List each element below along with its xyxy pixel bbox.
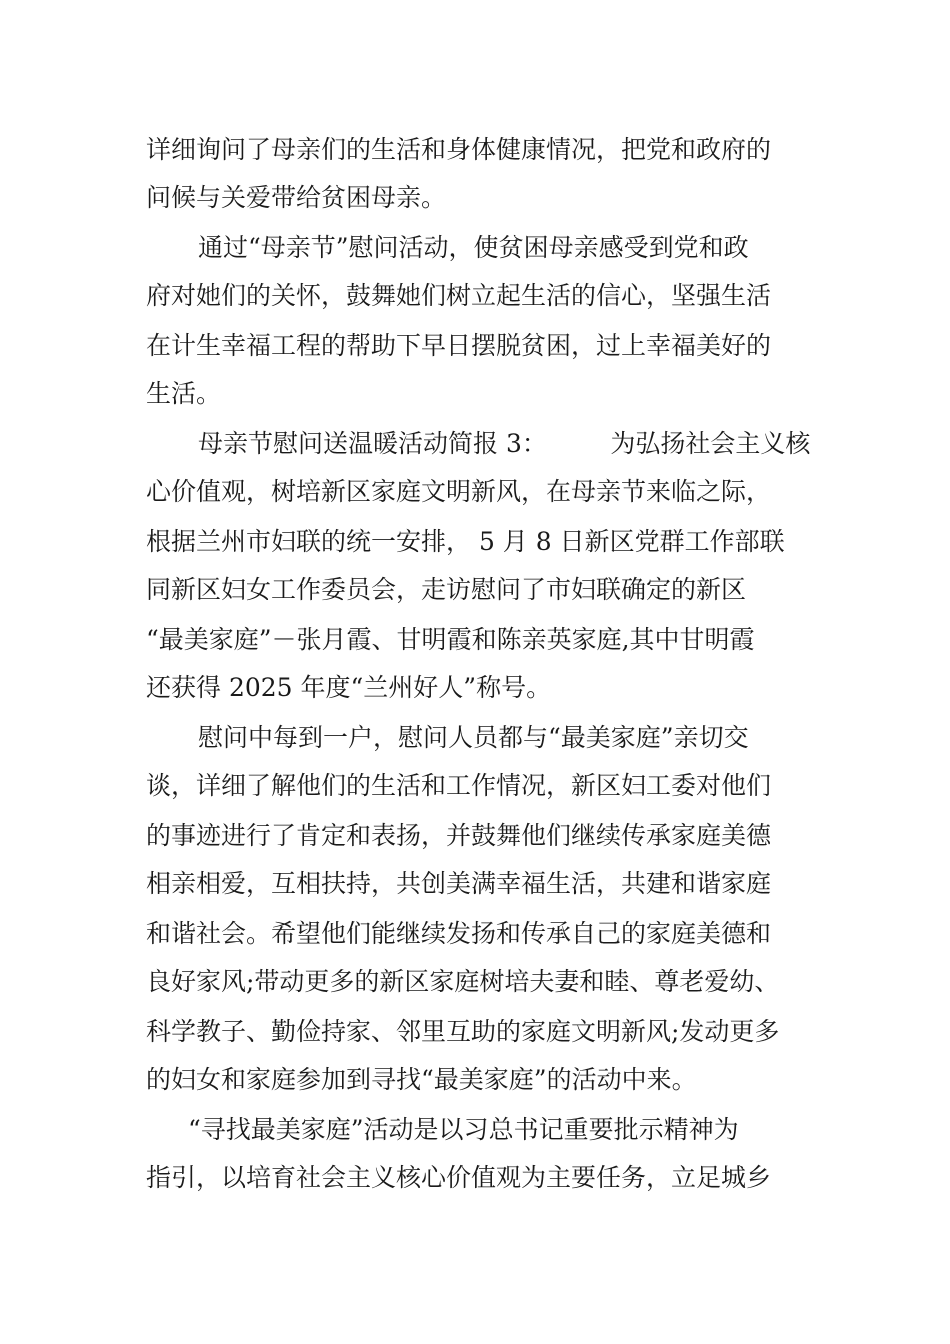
- text-line: 和谐社会。希望他们能继续发扬和传承自己的家庭美德和: [146, 919, 772, 948]
- text-line: 慰问中每到一户，慰问人员都与“最美家庭”亲切交: [198, 723, 749, 752]
- text-line: 同新区妇女工作委员会，走访慰问了市妇联确定的新区: [146, 575, 747, 604]
- text-line: 详细询问了母亲们的生活和身体健康情况，把党和政府的: [146, 135, 772, 164]
- text-line: “最美家庭”－张月霞、甘明霞和陈亲英家庭,其中甘明霞: [146, 625, 755, 654]
- text-line: 的妇女和家庭参加到寻找“最美家庭”的活动中来。: [146, 1065, 697, 1094]
- text-line: 相亲相爱，互相扶持，共创美满幸福生活，共建和谐家庭: [146, 869, 772, 898]
- text-line: 府对她们的关怀，鼓舞她们树立起生活的信心，坚强生活: [146, 281, 772, 310]
- text-line: 在计生幸福工程的帮助下早日摆脱贫困，过上幸福美好的: [146, 331, 772, 360]
- text-line: 母亲节慰问送温暖活动简报 3： 为弘扬社会主义核: [198, 429, 811, 458]
- text-line: 良好家风;带动更多的新区家庭树培夫妻和睦、尊老爱幼、: [146, 967, 780, 996]
- text-line: 根据兰州市妇联的统一安排， 5 月 8 日新区党群工作部联: [146, 527, 785, 556]
- text-line: 谈，详细了解他们的生活和工作情况，新区妇工委对他们: [146, 771, 772, 800]
- text-line: 通过“母亲节”慰问活动，使贫困母亲感受到党和政: [198, 233, 749, 262]
- text-line: 问候与关爱带给贫困母亲。: [146, 183, 447, 212]
- text-line: 还获得 2025 年度“兰州好人”称号。: [146, 673, 552, 702]
- text-line: 科学教子、勤俭持家、邻里互助的家庭文明新风;发动更多: [146, 1017, 780, 1046]
- text-line: 心价值观，树培新区家庭文明新风，在母亲节来临之际，: [146, 477, 772, 506]
- text-line: 生活。: [146, 379, 222, 408]
- text-line: 的事迹进行了肯定和表扬，并鼓舞他们继续传承家庭美德: [146, 821, 772, 850]
- text-line: 指引，以培育社会主义核心价值观为主要任务，立足城乡: [146, 1163, 772, 1192]
- text-line: “寻找最美家庭”活动是以习总书记重要批示精神为: [188, 1115, 739, 1144]
